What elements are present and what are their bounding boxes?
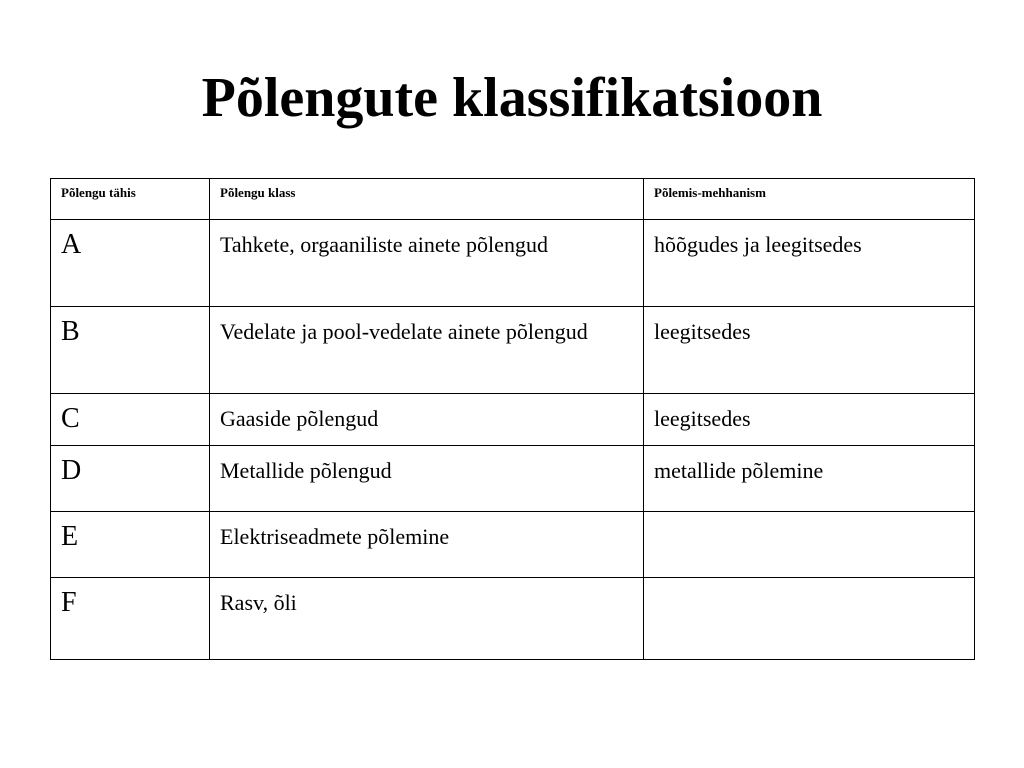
fire-class-cell: Gaaside põlengud: [210, 394, 644, 446]
fire-letter-cell: F: [51, 578, 210, 660]
table-row: [51, 394, 975, 446]
fire-letter-cell: A: [51, 220, 210, 307]
mechanism-cell: hõõgudes ja leegitsedes: [644, 220, 975, 307]
table-row: [51, 512, 975, 578]
mechanism-cell: metallide põlemine: [644, 446, 975, 512]
header-fire-letter: Põlengu tähis: [51, 179, 210, 220]
header-burning-mechanism: Põlemis-mehhanism: [644, 179, 975, 220]
fire-letter-cell: B: [51, 307, 210, 394]
table-header-row: [51, 179, 975, 220]
table-row: [51, 307, 975, 394]
fire-letter-cell: D: [51, 446, 210, 512]
mechanism-cell: [644, 512, 975, 578]
fire-class-cell: Vedelate ja pool-vedelate ainete põlengud: [210, 307, 644, 394]
table-row: [51, 446, 975, 512]
mechanism-cell: leegitsedes: [644, 307, 975, 394]
fire-letter-cell: E: [51, 512, 210, 578]
mechanism-cell: [644, 578, 975, 660]
table-row: [51, 578, 975, 660]
fire-class-cell: Rasv, õli: [210, 578, 644, 660]
fire-classification-table: [50, 178, 975, 660]
header-fire-class: Põlengu klass: [210, 179, 644, 220]
fire-class-cell: Tahkete, orgaaniliste ainete põlengud: [210, 220, 644, 307]
table-row: [51, 220, 975, 307]
mechanism-cell: leegitsedes: [644, 394, 975, 446]
fire-class-cell: Elektriseadmete põlemine: [210, 512, 644, 578]
fire-letter-cell: C: [51, 394, 210, 446]
slide-title: Põlengute klassifikatsioon: [201, 67, 823, 129]
fire-class-cell: Metallide põlengud: [210, 446, 644, 512]
